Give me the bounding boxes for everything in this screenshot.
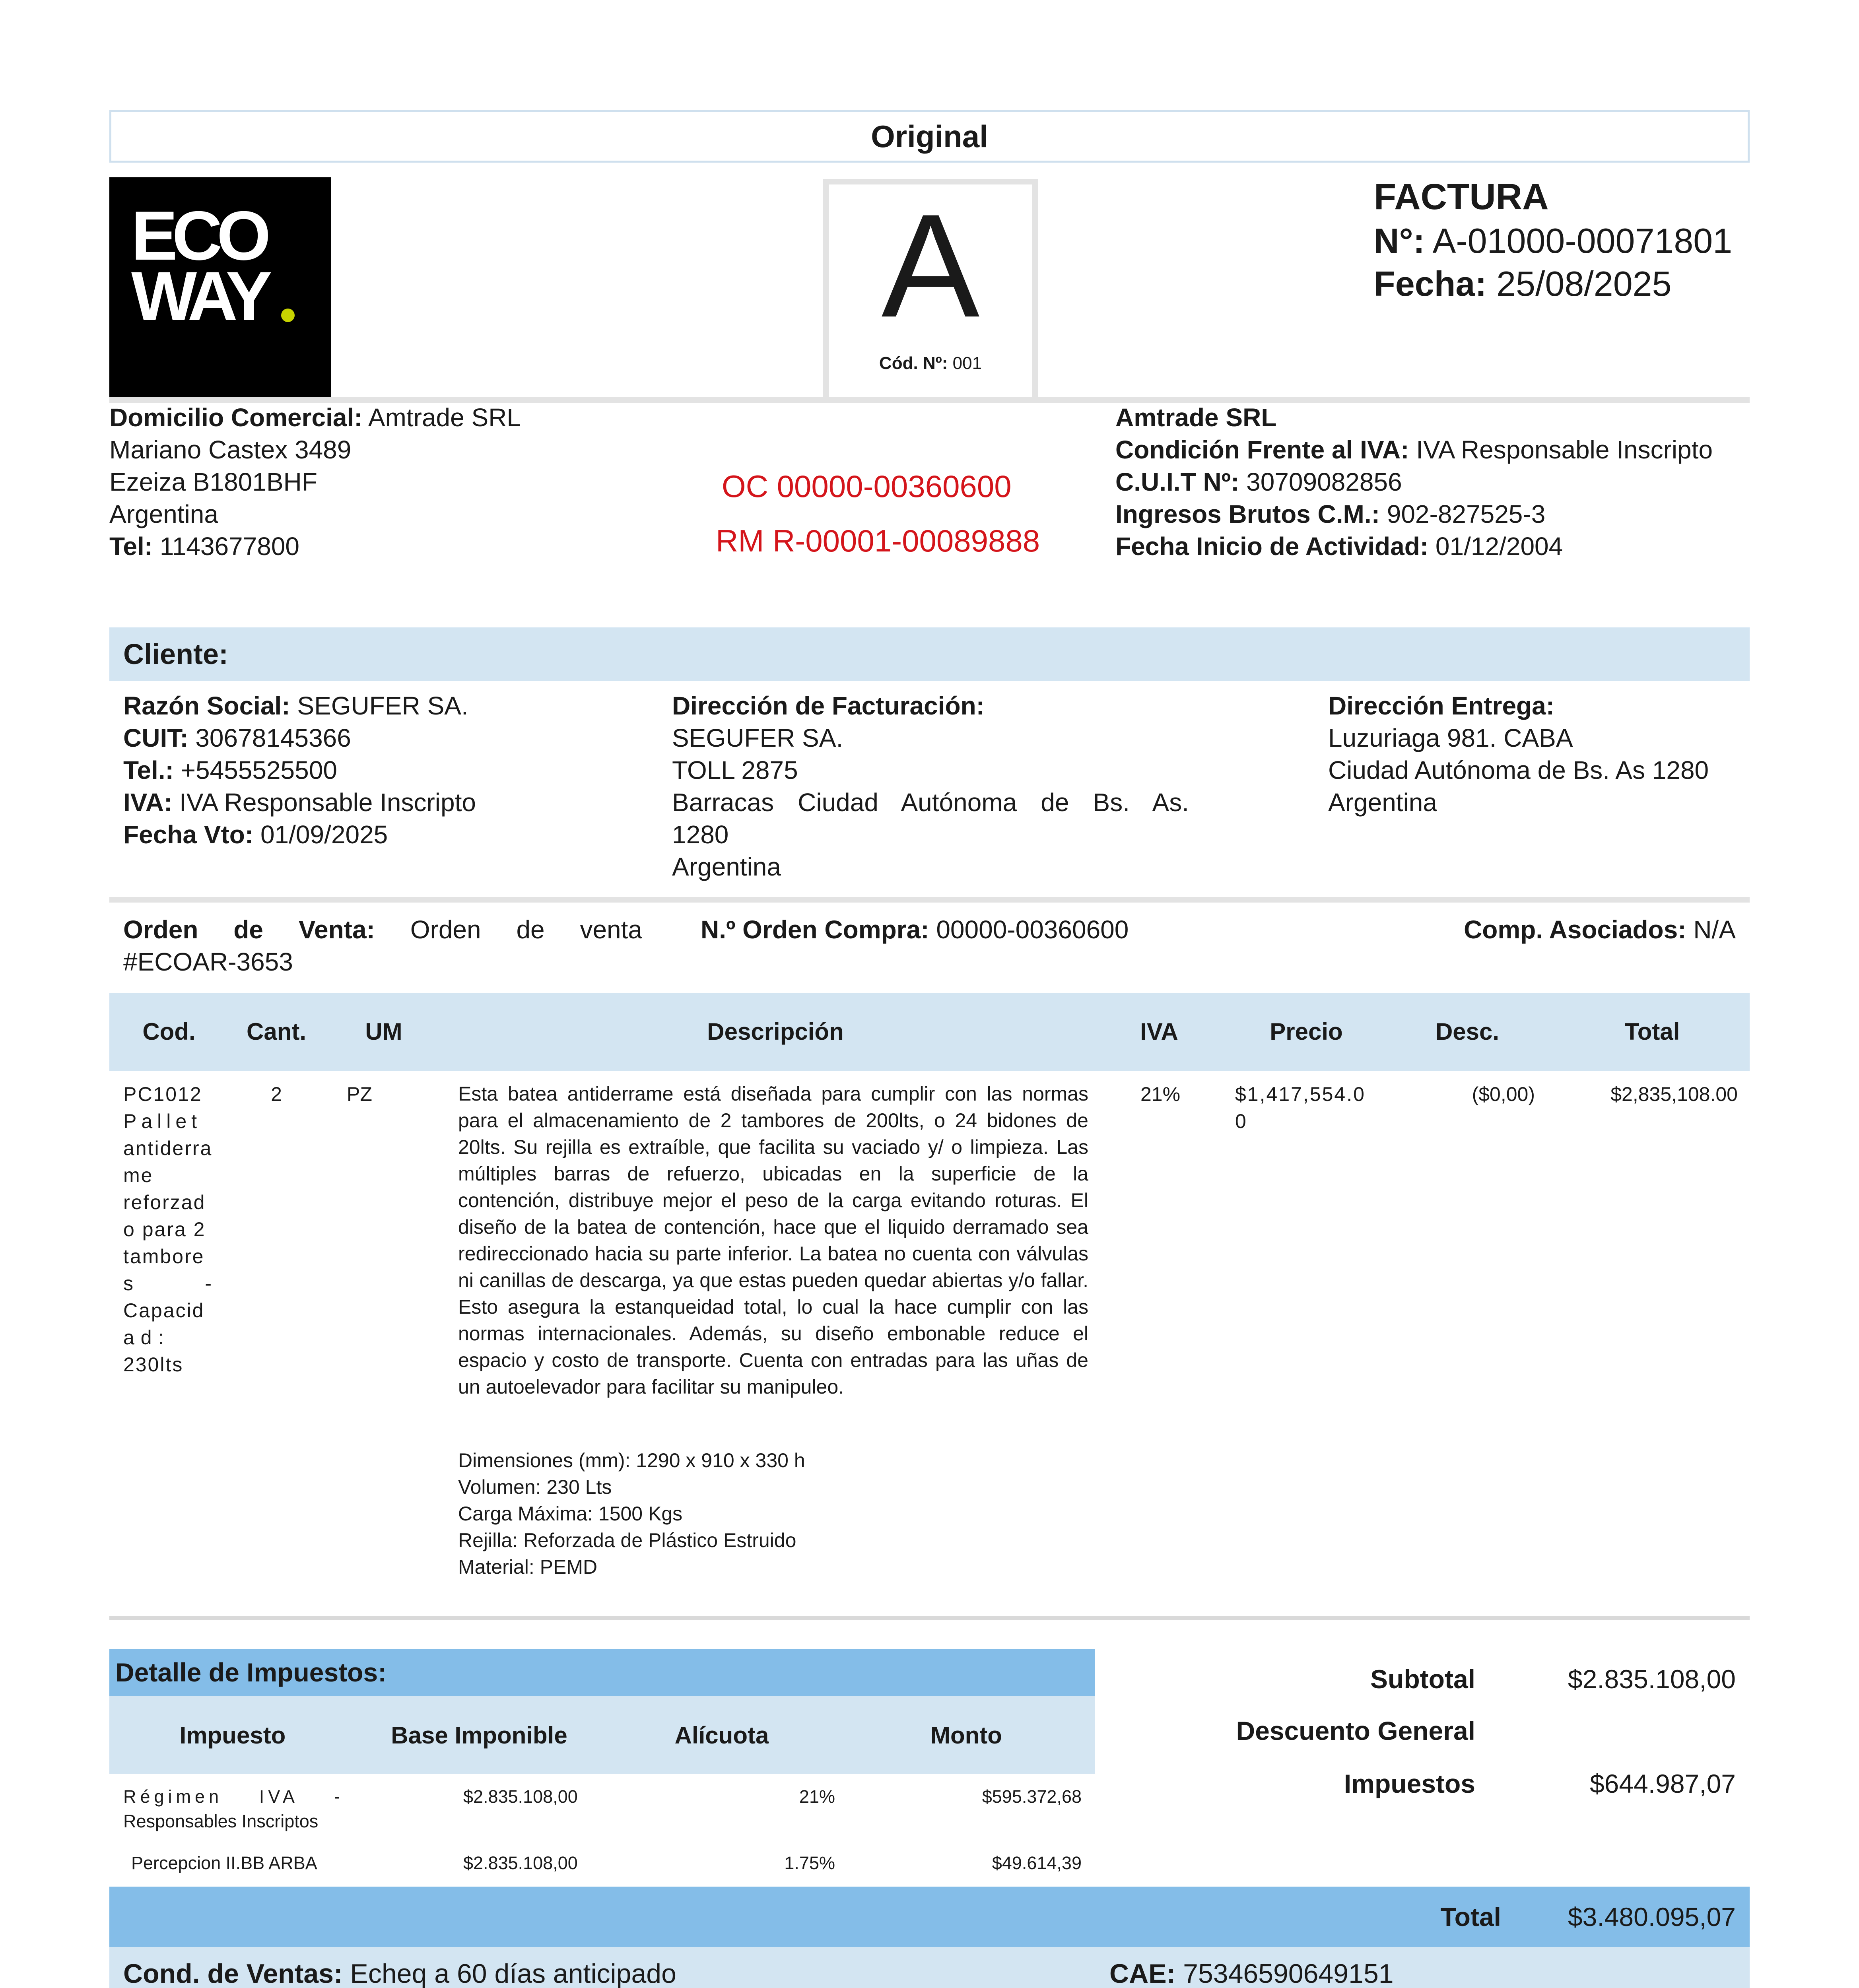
copy-label: Original	[109, 110, 1750, 163]
subtotal-value: $2.835.108,00	[1568, 1664, 1736, 1694]
taxes-value: $644.987,07	[1589, 1769, 1736, 1798]
item-total: $2,835,108.00	[1610, 1083, 1738, 1105]
tax-col-monto: Monto	[930, 1722, 1002, 1749]
logo-line-1: ECO	[131, 197, 266, 275]
invoice-number: N°: A-01000-00071801	[1374, 221, 1733, 260]
invoice-title: FACTURA	[1374, 177, 1549, 217]
billing-address: Dirección de Facturación: SEGUFER SA. TOLL 2875 Barracas Ciudad Autónoma de Bs. As. 1280 Argentina	[672, 691, 1189, 881]
purchase-order: N.º Orden Compra: 00000-00360600	[701, 915, 1129, 944]
tax-row-alicuota: 1.75%	[784, 1853, 835, 1873]
oc-reference: OC 00000-00360600	[722, 469, 1012, 504]
item-unit: PZ	[347, 1083, 372, 1105]
voucher-code: Cód. Nº: 001	[879, 353, 982, 373]
item-description: Esta batea antiderrame está diseñada para cumplir con las normas para el almacenamiento de 2 tambores de 200lts, o 24 bidones de 20lts. Su rejilla es extraíble, que facilita su vaciado y/ o limpieza. Las múltiples barras de refuerzo, ubicadas en la superficie de la contención, distribuye mejor el peso de la carga evitando roturas. El diseño de la batea de contención, hace que el liquido derramado sea redireccionado hacia su parte inferior. La batea no cuenta con válvulas ni canillas de descarga, ya que estas pueden quedar abiertas y/o fallar. Esto asegura la estanqueidad total, lo cual la hace cumplir con las normas internacionales. Además, su diseño embonable reduce el espacio y costo de transporte. Cuenta con entradas para las uñas de un autoelevador para facilitar su manipuleo.	[458, 1083, 1088, 1398]
tax-row-monto: $595.372,68	[982, 1786, 1082, 1807]
tax-col-base: Base Imponible	[391, 1722, 567, 1749]
tax-col-impuesto: Impuesto	[179, 1722, 286, 1749]
col-header-cod: Cod.	[142, 1018, 196, 1045]
associated-vouchers: Comp. Asociados: N/A	[1464, 915, 1736, 944]
tax-row-base: $2.835.108,00	[463, 1853, 578, 1873]
voucher-letter-box	[823, 179, 1038, 400]
item-specs: Dimensiones (mm): 1290 x 910 x 330 h Volumen: 230 Lts Carga Máxima: 1500 Kgs Rejilla: Reforzada de Plástico Estruido Material: PEMD	[458, 1449, 805, 1578]
client-details: Razón Social: SEGUFER SA. CUIT: 30678145366 Tel.: +5455525500 IVA: IVA Responsable Inscripto Fecha Vto: 01/09/2025	[123, 691, 476, 849]
total-value: $3.480.095,07	[1568, 1902, 1736, 1932]
total-label: Total	[1440, 1902, 1501, 1932]
discount-label: Descuento General	[1236, 1716, 1475, 1745]
client-section-title: Cliente:	[123, 639, 229, 670]
invoice-date: Fecha: 25/08/2025	[1374, 264, 1672, 303]
voucher-letter: A	[881, 184, 980, 348]
sales-order: Orden de Venta: Orden de venta #ECOAR-3653	[123, 915, 643, 976]
tax-row-name: Percepcion II.BB ARBA	[131, 1853, 317, 1873]
taxes-label: Impuestos	[1344, 1769, 1475, 1798]
item-discount: ($0,00)	[1472, 1083, 1535, 1105]
col-header-desc: Descripción	[707, 1018, 844, 1045]
client-section-bar	[109, 627, 1750, 681]
tax-detail-title: Detalle de Impuestos:	[115, 1658, 387, 1687]
item-code: PC1012 Pallet antiderra me reforzad o para 2 tambore s - Capacid ad: 230lts	[123, 1083, 213, 1376]
cae-number: CAE: 75346590649151	[1109, 1959, 1394, 1988]
issuer-address: Domicilio Comercial: Amtrade SRL Mariano Castex 3489 Ezeiza B1801BHF Argentina Tel: 1143677800	[109, 403, 521, 561]
tax-row-name: Régimen IVA - Responsables Inscriptos	[123, 1786, 344, 1831]
col-header-total: Total	[1624, 1018, 1680, 1045]
ecoway-logo	[109, 177, 331, 399]
item-iva: 21%	[1140, 1083, 1181, 1105]
item-price: $1,417,554.0 0	[1235, 1083, 1366, 1132]
delivery-address: Dirección Entrega: Luzuriaga 981. CABA Ciudad Autónoma de Bs. As 1280 Argentina	[1328, 691, 1709, 817]
col-header-iva: IVA	[1140, 1018, 1178, 1045]
rm-reference: RM R-00001-00089888	[716, 523, 1040, 558]
tax-col-alicuota: Alícuota	[674, 1722, 769, 1749]
subtotal-label: Subtotal	[1370, 1664, 1475, 1694]
tax-row-base: $2.835.108,00	[463, 1786, 578, 1807]
separator	[109, 1616, 1750, 1620]
sale-conditions: Cond. de Ventas: Echeq a 60 días anticipado	[123, 1959, 676, 1988]
logo-line-2: WAY	[131, 258, 267, 335]
separator	[109, 897, 1750, 903]
col-header-cant: Cant.	[247, 1018, 306, 1045]
tax-row-monto: $49.614,39	[992, 1853, 1082, 1873]
tax-row-alicuota: 21%	[799, 1786, 835, 1807]
col-header-um: UM	[365, 1018, 402, 1045]
issuer-tax-info: Amtrade SRL Condición Frente al IVA: IVA Responsable Inscripto C.U.I.T Nº: 30709082856 Ingresos Brutos C.M.: 902-827525-3 Fecha Inicio de Actividad: 01/12/2004	[1115, 403, 1713, 561]
item-quantity: 2	[271, 1083, 282, 1105]
col-header-precio: Precio	[1270, 1018, 1343, 1045]
logo-dot	[281, 309, 295, 322]
col-header-desc-discount: Desc.	[1435, 1018, 1500, 1045]
